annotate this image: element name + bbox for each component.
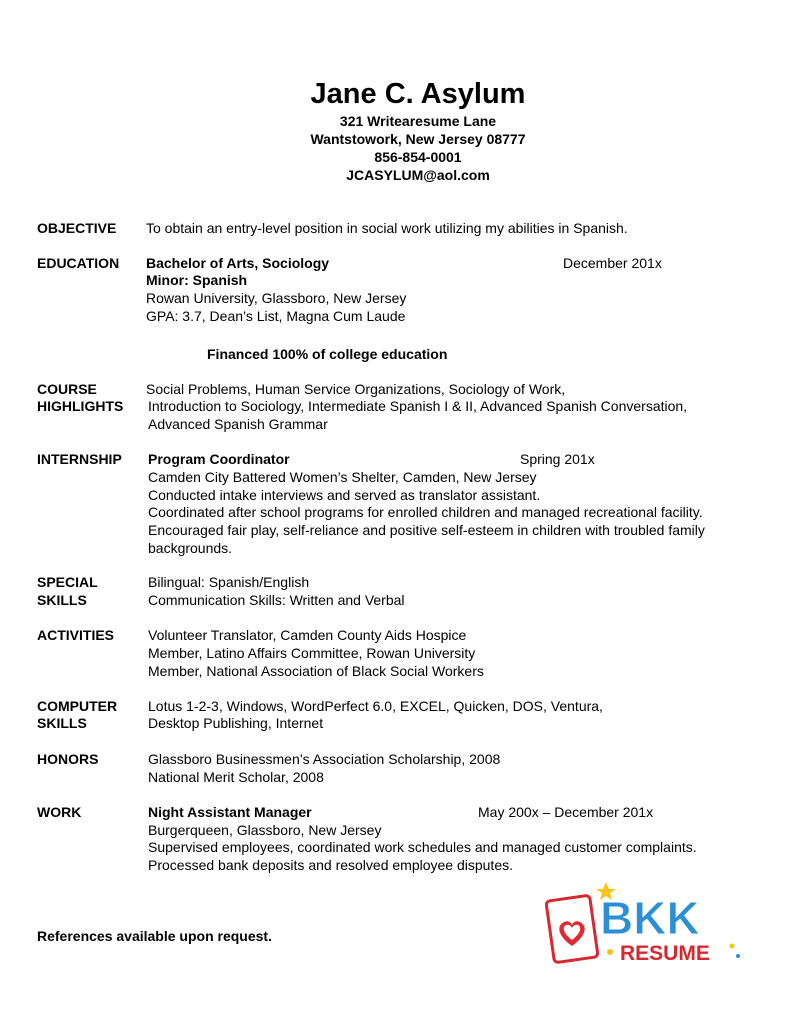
candidate-name: Jane C. Asylum <box>310 78 526 110</box>
address-line-2: Wantstowork, New Jersey 08777 <box>310 131 526 147</box>
education-financed: Financed 100% of college education <box>207 346 448 362</box>
work-date: May 200x – December 201x <box>478 804 654 820</box>
internship-line: Encouraged fair play, self-reliance and positive self-esteem in children with troubled family <box>148 522 705 538</box>
education-school: Rowan University, Glassboro, New Jersey <box>146 290 407 306</box>
internship-title: Program Coordinator <box>148 451 290 467</box>
work-title: Night Assistant Manager <box>148 804 312 820</box>
internship-line: Conducted intake interviews and served as translator assistant. <box>148 487 541 503</box>
computer-skills-label: SKILLS <box>37 715 87 731</box>
activity-item: Member, Latino Affairs Committee, Rowan University <box>148 645 476 661</box>
objective-label: OBJECTIVE <box>37 220 117 236</box>
education-gpa: GPA: 3.7, Dean’s List, Magna Cum Laude <box>146 308 406 324</box>
work-line: Burgerqueen, Glassboro, New Jersey <box>148 822 382 838</box>
special-line-1: Bilingual: Spanish/English <box>148 574 310 590</box>
course-line-3: Advanced Spanish Grammar <box>148 416 328 432</box>
logo-sub-text: RESUME <box>620 942 710 965</box>
internship-line: backgrounds. <box>148 540 233 556</box>
internship-line: Camden City Battered Women’s Shelter, Camden, New Jersey <box>148 469 537 485</box>
email-address: JCASYLUM@aol.com <box>346 167 490 183</box>
bkk-resume-logo <box>544 880 750 968</box>
internship-line: Coordinated after school programs for enrolled children and managed recreational facility. <box>148 504 703 520</box>
phone-number: 856-854-0001 <box>374 149 462 165</box>
internship-date: Spring 201x <box>520 451 595 467</box>
activity-item: Member, National Association of Black Social Workers <box>148 663 484 679</box>
computer-line-2: Desktop Publishing, Internet <box>148 715 324 731</box>
work-line: Processed bank deposits and resolved employee disputes. <box>148 857 513 873</box>
work-line: Supervised employees, coordinated work schedules and managed customer complaints. <box>148 839 697 855</box>
logo-main-text: BKK <box>600 892 700 944</box>
document-icon <box>546 895 598 963</box>
internship-label: INTERNSHIP <box>37 451 122 467</box>
special-label: SPECIAL <box>37 574 98 590</box>
activities-label: ACTIVITIES <box>37 627 115 643</box>
address-line-1: 321 Writearesume Lane <box>339 113 497 129</box>
work-label: WORK <box>37 804 82 820</box>
honor-item: National Merit Scholar, 2008 <box>148 769 324 785</box>
course-line-1: Social Problems, Human Service Organizations, Sociology of Work, <box>146 381 566 397</box>
honors-label: HONORS <box>37 751 99 767</box>
highlights-label: HIGHLIGHTS <box>37 398 124 414</box>
honor-item: Glassboro Businessmen’s Association Scholarship, 2008 <box>148 751 501 767</box>
objective-text: To obtain an entry-level position in social work utilizing my abilities in Spanish. <box>146 220 628 236</box>
course-line-2: Introduction to Sociology, Intermediate Spanish I & II, Advanced Spanish Conversation, <box>148 398 688 414</box>
education-label: EDUCATION <box>37 255 120 271</box>
special-skills-label: SKILLS <box>37 592 87 608</box>
activity-item: Volunteer Translator, Camden County Aids Hospice <box>148 627 467 643</box>
computer-label: COMPUTER <box>37 698 118 714</box>
special-line-2: Communication Skills: Written and Verbal <box>148 592 405 608</box>
computer-line-1: Lotus 1-2-3, Windows, WordPerfect 6.0, EXCEL, Quicken, DOS, Ventura, <box>148 698 603 714</box>
education-date: December 201x <box>563 255 662 271</box>
references-note: References available upon request. <box>37 928 272 944</box>
education-minor: Minor: Spanish <box>146 272 248 288</box>
course-label: COURSE <box>37 381 97 397</box>
education-degree: Bachelor of Arts, Sociology <box>146 255 330 271</box>
